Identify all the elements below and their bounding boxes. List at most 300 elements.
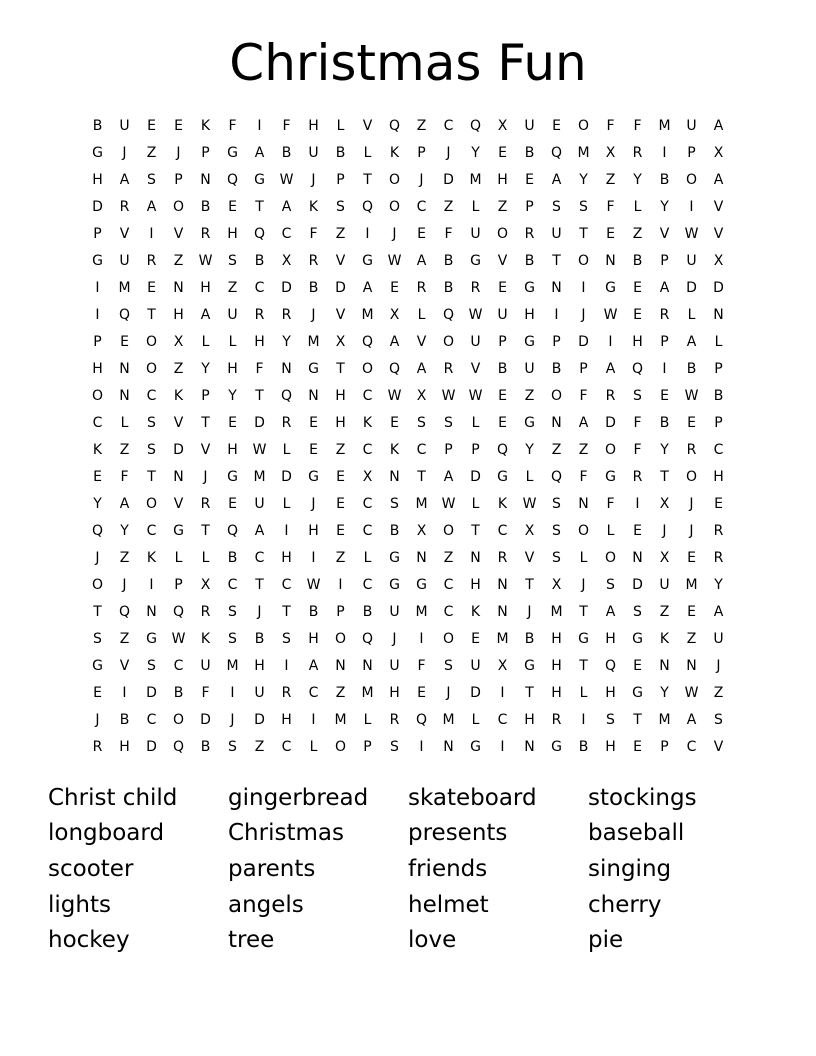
grid-letter: P [660, 333, 669, 350]
grid-letter: L [363, 144, 372, 161]
grid-letter: X [524, 522, 535, 539]
grid-letter: S [93, 630, 102, 647]
grid-letter: L [309, 738, 318, 755]
grid-row [84, 409, 732, 436]
grid-letter: R [119, 198, 130, 215]
grid-letter: X [497, 117, 508, 134]
grid-letter: T [552, 252, 561, 269]
grid-letter: I [689, 198, 694, 215]
grid-letter: N [659, 657, 670, 674]
grid-letter: P [201, 144, 210, 161]
grid-letter: P [174, 576, 183, 593]
grid-letter: Q [631, 360, 644, 377]
grid-letter: X [659, 495, 670, 512]
grid-letter: E [633, 279, 642, 296]
grid-letter: A [200, 306, 211, 323]
grid-letter: N [605, 252, 616, 269]
grid-letter: R [632, 468, 643, 485]
grid-letter: G [524, 657, 535, 674]
grid-letter: C [362, 522, 373, 539]
grid-letter: L [282, 441, 291, 458]
grid-letter: L [228, 333, 237, 350]
grid-letter: K [470, 603, 481, 620]
grid-letter: D [470, 684, 481, 701]
grid-letter: S [147, 657, 156, 674]
grid-letter: J [716, 657, 721, 674]
grid-letter: R [416, 279, 427, 296]
word-list-row [48, 887, 768, 923]
grid-letter: T [201, 414, 210, 431]
grid-letter: Q [172, 603, 185, 620]
grid-letter: L [471, 414, 480, 431]
grid-letter: C [713, 441, 724, 458]
grid-letter: B [308, 603, 319, 620]
grid-letter: O [577, 522, 590, 539]
grid-row [84, 139, 732, 166]
grid-letter: F [282, 117, 291, 134]
grid-letter: P [93, 333, 102, 350]
grid-letter: A [254, 144, 265, 161]
grid-letter: Y [120, 522, 129, 539]
grid-letter: N [146, 603, 157, 620]
grid-letter: N [362, 657, 373, 674]
grid-letter: Y [201, 360, 210, 377]
grid-letter: C [281, 738, 292, 755]
grid-letter: L [120, 414, 129, 431]
grid-letter: T [579, 603, 588, 620]
grid-letter: X [173, 333, 184, 350]
grid-letter: V [119, 657, 130, 674]
grid-letter: Z [524, 387, 535, 404]
grid-letter: P [174, 171, 183, 188]
grid-letter: U [686, 117, 697, 134]
grid-letter: E [336, 522, 345, 539]
word-list-item: longboard [48, 820, 165, 847]
grid-letter: Z [497, 198, 508, 215]
word-list-item: skateboard [408, 784, 537, 811]
grid-letter: X [362, 468, 373, 485]
grid-letter: Q [388, 117, 401, 134]
grid-letter: A [416, 360, 427, 377]
grid-letter: X [416, 522, 427, 539]
grid-letter: O [91, 387, 104, 404]
grid-letter: S [228, 738, 237, 755]
grid-letter: Y [228, 387, 237, 404]
grid-letter: J [662, 522, 667, 539]
grid-letter: F [417, 657, 426, 674]
grid-letter: B [551, 360, 562, 377]
grid-letter: Y [525, 441, 534, 458]
grid-letter: C [497, 522, 508, 539]
grid-letter: O [388, 171, 401, 188]
grid-letter: Q [253, 225, 266, 242]
grid-letter: O [604, 549, 617, 566]
grid-row [84, 112, 732, 139]
grid-letter: H [551, 684, 562, 701]
grid-letter: M [658, 711, 671, 728]
grid-letter: D [281, 279, 292, 296]
grid-row [84, 193, 732, 220]
grid-letter: A [551, 171, 562, 188]
grid-row [84, 301, 732, 328]
grid-letter: B [200, 738, 211, 755]
grid-letter: S [552, 522, 561, 539]
grid-letter: K [92, 441, 103, 458]
grid-letter: N [443, 738, 454, 755]
grid-letter: F [579, 387, 588, 404]
grid-letter: P [714, 360, 723, 377]
grid-letter: H [632, 333, 643, 350]
grid-letter: Z [713, 684, 724, 701]
grid-letter: R [389, 711, 400, 728]
grid-letter: F [201, 684, 210, 701]
grid-letter: D [578, 333, 589, 350]
grid-letter: E [525, 171, 534, 188]
grid-letter: Y [471, 144, 480, 161]
grid-letter: H [119, 738, 130, 755]
grid-letter: J [392, 225, 397, 242]
grid-letter: Q [118, 603, 131, 620]
grid-letter: Z [254, 738, 265, 755]
word-list-item: tree [228, 927, 275, 954]
grid-letter: C [308, 684, 319, 701]
grid-letter: J [122, 576, 127, 593]
grid-letter: A [713, 603, 724, 620]
grid-letter: D [335, 279, 346, 296]
grid-letter: S [633, 387, 642, 404]
grid-letter: F [633, 414, 642, 431]
grid-letter: U [254, 495, 265, 512]
grid-letter: I [500, 738, 505, 755]
grid-letter: R [254, 306, 265, 323]
grid-letter: G [308, 468, 319, 485]
grid-letter: T [255, 198, 264, 215]
grid-letter: F [606, 198, 615, 215]
grid-letter: B [362, 603, 373, 620]
grid-letter: E [93, 684, 102, 701]
grid-letter: E [633, 306, 642, 323]
grid-letter: C [173, 657, 184, 674]
grid-letter: W [684, 225, 699, 242]
grid-letter: L [471, 711, 480, 728]
grid-letter: W [522, 495, 537, 512]
grid-letter: C [362, 387, 373, 404]
grid-letter: A [686, 333, 697, 350]
grid-letter: W [684, 684, 699, 701]
grid-letter: E [633, 738, 642, 755]
grid-letter: G [551, 738, 562, 755]
grid-letter: G [173, 522, 184, 539]
grid-letter: G [92, 252, 103, 269]
grid-row [84, 679, 732, 706]
grid-letter: I [230, 684, 235, 701]
grid-letter: L [471, 198, 480, 215]
grid-letter: P [93, 225, 102, 242]
word-list-item: Christmas [228, 820, 344, 847]
grid-letter: K [497, 495, 508, 512]
word-list-item: gingerbread [228, 784, 369, 811]
grid-letter: S [147, 441, 156, 458]
grid-letter: R [146, 252, 157, 269]
grid-letter: P [471, 441, 480, 458]
grid-row [84, 598, 732, 625]
grid-letter: G [605, 468, 616, 485]
grid-letter: V [713, 738, 724, 755]
grid-letter: D [146, 738, 157, 755]
grid-letter: M [361, 684, 374, 701]
word-list-row [48, 851, 768, 887]
grid-letter: C [686, 738, 697, 755]
grid-letter: M [658, 117, 671, 134]
grid-letter: Z [632, 225, 643, 242]
grid-letter: R [281, 414, 292, 431]
grid-letter: T [147, 468, 156, 485]
grid-letter: T [660, 468, 669, 485]
word-list-item: lights [48, 891, 111, 918]
grid-letter: L [579, 684, 588, 701]
grid-letter: X [335, 333, 346, 350]
grid-row [84, 463, 732, 490]
grid-letter: N [416, 549, 427, 566]
grid-letter: Z [119, 441, 130, 458]
grid-letter: A [713, 171, 724, 188]
grid-letter: X [389, 306, 400, 323]
grid-row [84, 733, 732, 760]
grid-letter: H [335, 387, 346, 404]
grid-letter: A [659, 279, 670, 296]
grid-letter: Q [361, 630, 374, 647]
grid-letter: I [662, 144, 667, 161]
grid-letter: Y [660, 684, 669, 701]
grid-letter: E [336, 468, 345, 485]
grid-letter: F [444, 225, 453, 242]
grid-letter: H [281, 549, 292, 566]
word-list-item: scooter [48, 855, 134, 882]
grid-letter: R [470, 279, 481, 296]
grid-letter: C [443, 603, 454, 620]
grid-letter: Z [659, 603, 670, 620]
grid-letter: E [174, 117, 183, 134]
grid-letter: K [659, 630, 670, 647]
grid-letter: M [361, 306, 374, 323]
grid-letter: T [336, 360, 345, 377]
grid-letter: J [95, 549, 100, 566]
grid-letter: B [335, 144, 346, 161]
grid-row [84, 517, 732, 544]
grid-letter: C [416, 198, 427, 215]
grid-letter: Z [119, 549, 130, 566]
grid-letter: G [362, 252, 373, 269]
grid-letter: C [254, 279, 265, 296]
page-title: Christmas Fun [229, 34, 587, 92]
grid-letter: I [419, 630, 424, 647]
grid-letter: V [659, 225, 670, 242]
grid-letter: L [201, 333, 210, 350]
grid-letter: N [389, 468, 400, 485]
grid-letter: J [392, 630, 397, 647]
grid-letter: K [200, 117, 211, 134]
grid-letter: E [498, 279, 507, 296]
grid-letter: A [605, 360, 616, 377]
grid-letter: F [633, 441, 642, 458]
word-list [48, 780, 768, 958]
word-list-row [48, 816, 768, 852]
grid-letter: S [552, 495, 561, 512]
grid-letter: H [605, 738, 616, 755]
grid-letter: E [309, 414, 318, 431]
grid-letter: V [416, 333, 427, 350]
grid-letter: B [632, 252, 643, 269]
grid-letter: U [254, 684, 265, 701]
grid-letter: U [227, 306, 238, 323]
grid-letter: G [497, 468, 508, 485]
grid-letter: N [308, 387, 319, 404]
grid-letter: L [336, 117, 345, 134]
grid-letter: N [200, 171, 211, 188]
grid-letter: Z [686, 630, 697, 647]
grid-letter: E [390, 414, 399, 431]
grid-letter: P [336, 603, 345, 620]
grid-letter: T [255, 576, 264, 593]
grid-letter: O [577, 252, 590, 269]
grid-letter: O [550, 387, 563, 404]
grid-letter: L [606, 522, 615, 539]
grid-letter: O [334, 630, 347, 647]
grid-letter: F [120, 468, 129, 485]
grid-letter: V [470, 360, 481, 377]
grid-letter: Y [633, 171, 642, 188]
grid-letter: G [470, 252, 481, 269]
grid-letter: F [633, 117, 642, 134]
grid-letter: Q [226, 522, 239, 539]
grid-row [84, 706, 732, 733]
grid-letter: A [308, 657, 319, 674]
grid-letter: T [363, 171, 372, 188]
grid-letter: R [92, 738, 103, 755]
grid-letter: W [387, 387, 402, 404]
grid-letter: A [254, 522, 265, 539]
grid-letter: W [684, 387, 699, 404]
word-list-item: helmet [408, 891, 489, 918]
grid-letter: G [605, 279, 616, 296]
grid-letter: B [578, 738, 589, 755]
grid-letter: P [579, 360, 588, 377]
grid-letter: J [230, 711, 235, 728]
grid-letter: C [146, 387, 157, 404]
grid-letter: N [335, 657, 346, 674]
grid-letter: C [281, 576, 292, 593]
grid-letter: G [389, 549, 400, 566]
grid-letter: N [173, 468, 184, 485]
grid-letter: E [687, 549, 696, 566]
grid-letter: I [149, 576, 154, 593]
grid-letter: Y [93, 495, 102, 512]
grid-letter: C [362, 576, 373, 593]
grid-letter: C [281, 225, 292, 242]
grid-letter: U [551, 225, 562, 242]
grid-letter: N [497, 603, 508, 620]
grid-letter: Q [280, 387, 293, 404]
grid-letter: T [201, 522, 210, 539]
grid-letter: W [441, 387, 456, 404]
grid-letter: A [713, 117, 724, 134]
word-list-item: presents [408, 820, 508, 847]
grid-letter: I [365, 225, 370, 242]
grid-letter: I [284, 657, 289, 674]
grid-letter: O [91, 576, 104, 593]
grid-letter: P [687, 144, 696, 161]
grid-letter: F [606, 117, 615, 134]
grid-letter: H [605, 630, 616, 647]
grid-letter: U [524, 117, 535, 134]
grid-letter: J [176, 144, 181, 161]
grid-letter: J [311, 495, 316, 512]
grid-letter: L [417, 306, 426, 323]
letter-grid [84, 112, 732, 760]
grid-letter: F [255, 360, 264, 377]
grid-letter: O [685, 171, 698, 188]
grid-letter: Z [443, 549, 454, 566]
grid-letter: I [635, 495, 640, 512]
grid-letter: Z [335, 684, 346, 701]
grid-letter: N [524, 738, 535, 755]
grid-letter: S [282, 630, 291, 647]
grid-letter: Q [91, 522, 104, 539]
grid-letter: M [685, 576, 698, 593]
word-list-item: pie [588, 927, 624, 954]
grid-letter: R [713, 522, 724, 539]
grid-letter: P [444, 441, 453, 458]
grid-letter: E [417, 684, 426, 701]
grid-letter: D [173, 441, 184, 458]
grid-letter: M [442, 711, 455, 728]
grid-letter: G [524, 279, 535, 296]
grid-letter: E [147, 117, 156, 134]
grid-letter: B [524, 252, 535, 269]
grid-letter: V [173, 414, 184, 431]
grid-letter: S [444, 414, 453, 431]
grid-letter: S [606, 576, 615, 593]
grid-letter: P [660, 252, 669, 269]
grid-letter: U [308, 144, 319, 161]
word-list-item: love [408, 927, 457, 954]
grid-letter: I [95, 279, 100, 296]
grid-letter: S [444, 657, 453, 674]
grid-letter: O [685, 468, 698, 485]
grid-letter: R [605, 387, 616, 404]
word-list-item: singing [588, 855, 672, 882]
grid-row [84, 355, 732, 382]
grid-letter: S [552, 549, 561, 566]
word-list-item: baseball [588, 820, 685, 847]
grid-letter: J [257, 603, 262, 620]
grid-letter: I [338, 576, 343, 593]
grid-letter: C [443, 576, 454, 593]
grid-letter: Z [146, 144, 157, 161]
word-list-item: Christ child [48, 784, 178, 811]
grid-letter: J [527, 603, 532, 620]
grid-letter: E [552, 117, 561, 134]
grid-letter: A [389, 333, 400, 350]
grid-letter: E [93, 468, 102, 485]
grid-letter: N [119, 360, 130, 377]
grid-letter: T [255, 387, 264, 404]
grid-letter: S [633, 603, 642, 620]
grid-letter: D [200, 711, 211, 728]
grid-letter: O [388, 198, 401, 215]
grid-letter: U [470, 657, 481, 674]
grid-letter: Y [282, 333, 291, 350]
